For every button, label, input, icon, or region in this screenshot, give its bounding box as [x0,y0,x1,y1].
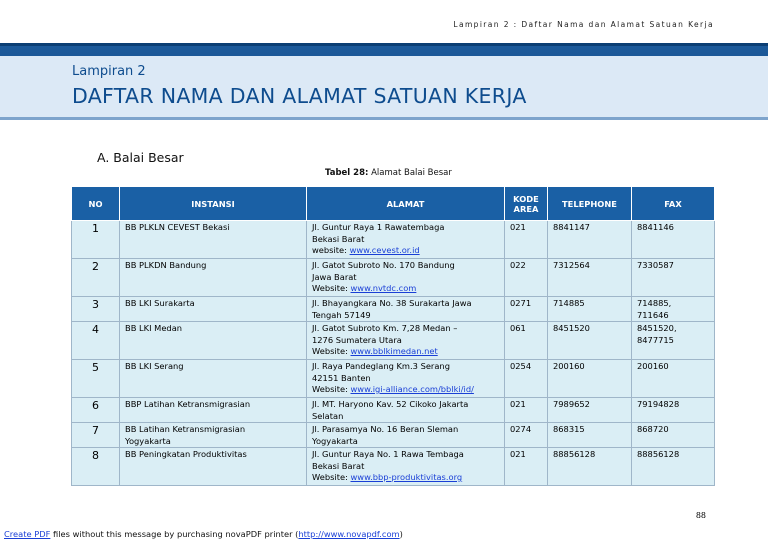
header-kode-line1: KODE [513,193,539,204]
page-number: 88 [695,511,706,520]
cell-no: 4 [72,322,120,360]
address-line: Jawa Barat [312,271,357,282]
cell-instansi: BB PLKLN CEVEST Bekasi [120,221,307,259]
instansi-line: BB Latihan Ketransmigrasian [125,424,246,434]
cell-telephone: 8451520 [548,322,632,360]
header-no: NO [72,187,120,221]
cell-no: 5 [72,360,120,398]
footer-text-end: ) [399,529,403,539]
cell-telephone: 200160 [548,360,632,398]
website-label: Website: [312,472,351,482]
address-line: Selatan [312,410,344,421]
website-link[interactable]: www.igi-alliance.com/bblki/id/ [350,384,474,394]
lampiran-label: Lampiran 2 [72,64,146,79]
table-row [72,322,715,360]
cell-instansi: BB Peningkatan Produktivitas [120,448,307,486]
address-line: 1276 Sumatera Utara [312,334,402,345]
table-header-row [72,187,715,221]
cell-telephone: 7989652 [548,398,632,423]
table-row [72,448,715,486]
cell-kode: 022 [505,259,548,297]
cell-kode: 0254 [505,360,548,398]
caption-text: Alamat Balai Besar [368,168,452,178]
cell-fax: 79194828 [632,398,715,423]
cell-telephone: 8841147 [548,221,632,259]
cell-telephone: 7312564 [548,259,632,297]
address-line: Jl. Gatot Subroto No. 170 Bandung [312,260,455,270]
cell-instansi: BBP Latihan Ketransmigrasian [120,398,307,423]
cell-kode: 021 [505,398,548,423]
cell-alamat [307,448,505,486]
table-row [72,398,715,423]
address-line: 42151 Banten [312,372,371,383]
cell-fax [632,322,715,360]
cell-instansi: BB PLKDN Bandung [120,259,307,297]
cell-alamat [307,221,505,259]
address-line: Bekasi Barat [312,460,365,471]
address-line: Bekasi Barat [312,233,365,244]
table-caption [325,168,452,178]
cell-fax: 200160 [632,360,715,398]
website-label: Website: [312,384,351,394]
table-row [72,259,715,297]
cell-fax: 868720 [632,423,715,448]
cell-no: 1 [72,221,120,259]
address-line: Jl. Gatot Subroto Km. 7,28 Medan – [312,323,458,333]
cell-no: 6 [72,398,120,423]
cell-kode: 0274 [505,423,548,448]
header-telephone: TELEPHONE [548,187,632,221]
table-row [72,360,715,398]
header-alamat: ALAMAT [307,187,505,221]
fax-line: 714885, [637,298,672,308]
footer-note [4,529,403,539]
address-line: Jl. Bhayangkara No. 38 Surakarta Jawa [312,298,472,308]
address-line: Tengah 57149 [312,309,371,320]
footer-text: files without this message by purchasing novaPDF printer ( [50,529,299,539]
section-heading: A. Balai Besar [97,150,184,165]
cell-no: 3 [72,297,120,322]
address-line: Jl. MT. Haryono Kav. 52 Cikoko Jakarta [312,399,469,409]
address-line: Jl. Parasamya No. 16 Beran Sleman [312,424,459,434]
cell-alamat [307,297,505,322]
table-row [72,221,715,259]
website-label: website: [312,245,350,255]
cell-telephone: 88856128 [548,448,632,486]
page-title: DAFTAR NAMA DAN ALAMAT SATUAN KERJA [72,84,527,108]
cell-instansi [120,423,307,448]
website-link[interactable]: www.bblkimedan.net [350,346,438,356]
header-fax: FAX [632,187,715,221]
website-label: Website: [312,283,351,293]
cell-alamat [307,322,505,360]
website-label: Website: [312,346,351,356]
cell-alamat [307,360,505,398]
address-line: Yogyakarta [312,435,358,446]
caption-label: Tabel 28: [325,168,369,178]
website-link[interactable]: www.cevest.or.id [349,245,420,255]
table-row [72,423,715,448]
cell-instansi: BB LKI Medan [120,322,307,360]
cell-no: 2 [72,259,120,297]
cell-instansi: BB LKI Serang [120,360,307,398]
cell-alamat [307,259,505,297]
cell-kode: 021 [505,221,548,259]
header-instansi: INSTANSI [120,187,307,221]
website-link[interactable]: www.bbp-produktivitas.org [350,472,463,482]
novapdf-link[interactable]: http://www.novapdf.com [298,529,400,539]
running-header: Lampiran 2 : Daftar Nama dan Alamat Satuan Kerja [453,20,714,29]
cell-alamat [307,423,505,448]
header-kode-line2: AREA [513,203,539,214]
fax-line: 8477715 [637,334,674,345]
fax-line: 711646 [637,309,669,320]
cell-fax [632,297,715,322]
cell-instansi: BB LKI Surakarta [120,297,307,322]
cell-no: 7 [72,423,120,448]
cell-alamat [307,398,505,423]
cell-telephone: 714885 [548,297,632,322]
create-pdf-link[interactable]: Create PDF [4,529,51,539]
cell-fax: 8841146 [632,221,715,259]
cell-no: 8 [72,448,120,486]
cell-telephone: 868315 [548,423,632,448]
table-row [72,297,715,322]
address-line: Jl. Guntur Raya 1 Rawatembaga [312,222,445,232]
cell-kode: 0271 [505,297,548,322]
address-line: Jl. Guntur Raya No. 1 Rawa Tembaga [312,449,464,459]
instansi-line: Yogyakarta [125,435,171,446]
cell-kode: 061 [505,322,548,360]
title-band-edge [0,117,768,120]
address-line: Jl. Raya Pandeglang Km.3 Serang [312,361,450,371]
cell-fax: 7330587 [632,259,715,297]
cell-kode: 021 [505,448,548,486]
website-link[interactable]: www.nvtdc.com [350,283,417,293]
cell-fax: 88856128 [632,448,715,486]
fax-line: 8451520, [637,323,677,333]
address-table [71,186,715,486]
header-kode-area [505,187,548,221]
